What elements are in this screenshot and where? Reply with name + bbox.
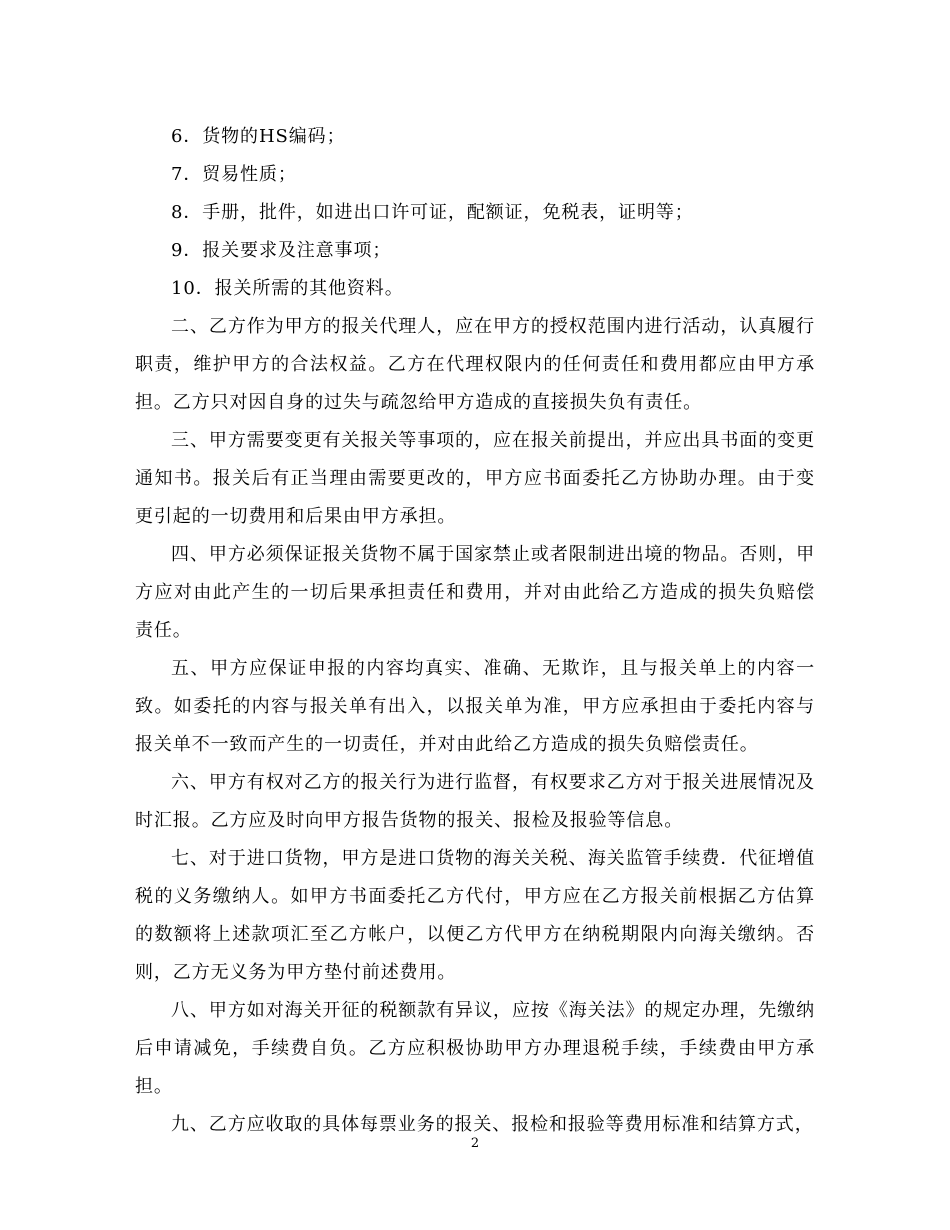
clause-2: 二、乙方作为甲方的报关代理人，应在甲方的授权范围内进行活动，认真履行职责，维护甲方的合法权益。乙方在代理权限内的任何责任和费用都应由甲方承担。乙方只对因自身的过失与疏忽给甲方造成的直接损失负有责任。 [135, 316, 815, 413]
document-body [135, 118, 815, 1144]
clause-8: 八、甲方如对海关开征的税额款有异议，应按《海关法》的规定办理，先缴纳后申请减免，手续费自负。乙方应积极协助甲方办理退税手续，手续费由甲方承担。 [135, 1000, 815, 1097]
list-item-other-materials: 10．报关所需的其他资料。 [171, 278, 404, 299]
page-number: 2 [470, 1136, 480, 1151]
clause-9: 九、乙方应收取的具体每票业务的报关、报检和报验等费用标准和结算方式， [171, 1114, 814, 1135]
list-item-hs-code: 6．货物的HS编码； [171, 126, 346, 147]
list-item-permits: 8．手册，批件，如进出口许可证，配额证，免税表，证明等； [171, 202, 694, 223]
list-item-trade-nature: 7．贸易性质； [171, 164, 297, 185]
clause-3: 三、甲方需要变更有关报关等事项的，应在报关前提出，并应出具书面的变更通知书。报关后有正当理由需要更改的，甲方应书面委托乙方协助办理。由于变更引起的一切费用和后果由甲方承担。 [135, 430, 815, 527]
list-item-requirements: 9．报关要求及注意事项； [171, 240, 392, 261]
clause-7: 七、对于进口货物，甲方是进口货物的海关关税、海关监管手续费．代征增值税的义务缴纳人。如甲方书面委托乙方代付，甲方应在乙方报关前根据乙方估算的数额将上述款项汇至乙方帐户，以便乙方代甲方在纳税期限内向海关缴纳。否则，乙方无义务为甲方垫付前述费用。 [135, 848, 815, 983]
clause-4: 四、甲方必须保证报关货物不属于国家禁止或者限制进出境的物品。否则，甲方应对由此产生的一切后果承担责任和费用，并对由此给乙方造成的损失负赔偿责任。 [135, 544, 815, 641]
clause-6: 六、甲方有权对乙方的报关行为进行监督，有权要求乙方对于报关进展情况及时汇报。乙方应及时向甲方报告货物的报关、报检及报验等信息。 [135, 772, 815, 831]
clause-5: 五、甲方应保证申报的内容均真实、准确、无欺诈，且与报关单上的内容一致。如委托的内容与报关单有出入，以报关单为准，甲方应承担由于委托内容与报关单不一致而产生的一切责任，并对由此给乙方造成的损失负赔偿责任。 [135, 658, 815, 755]
